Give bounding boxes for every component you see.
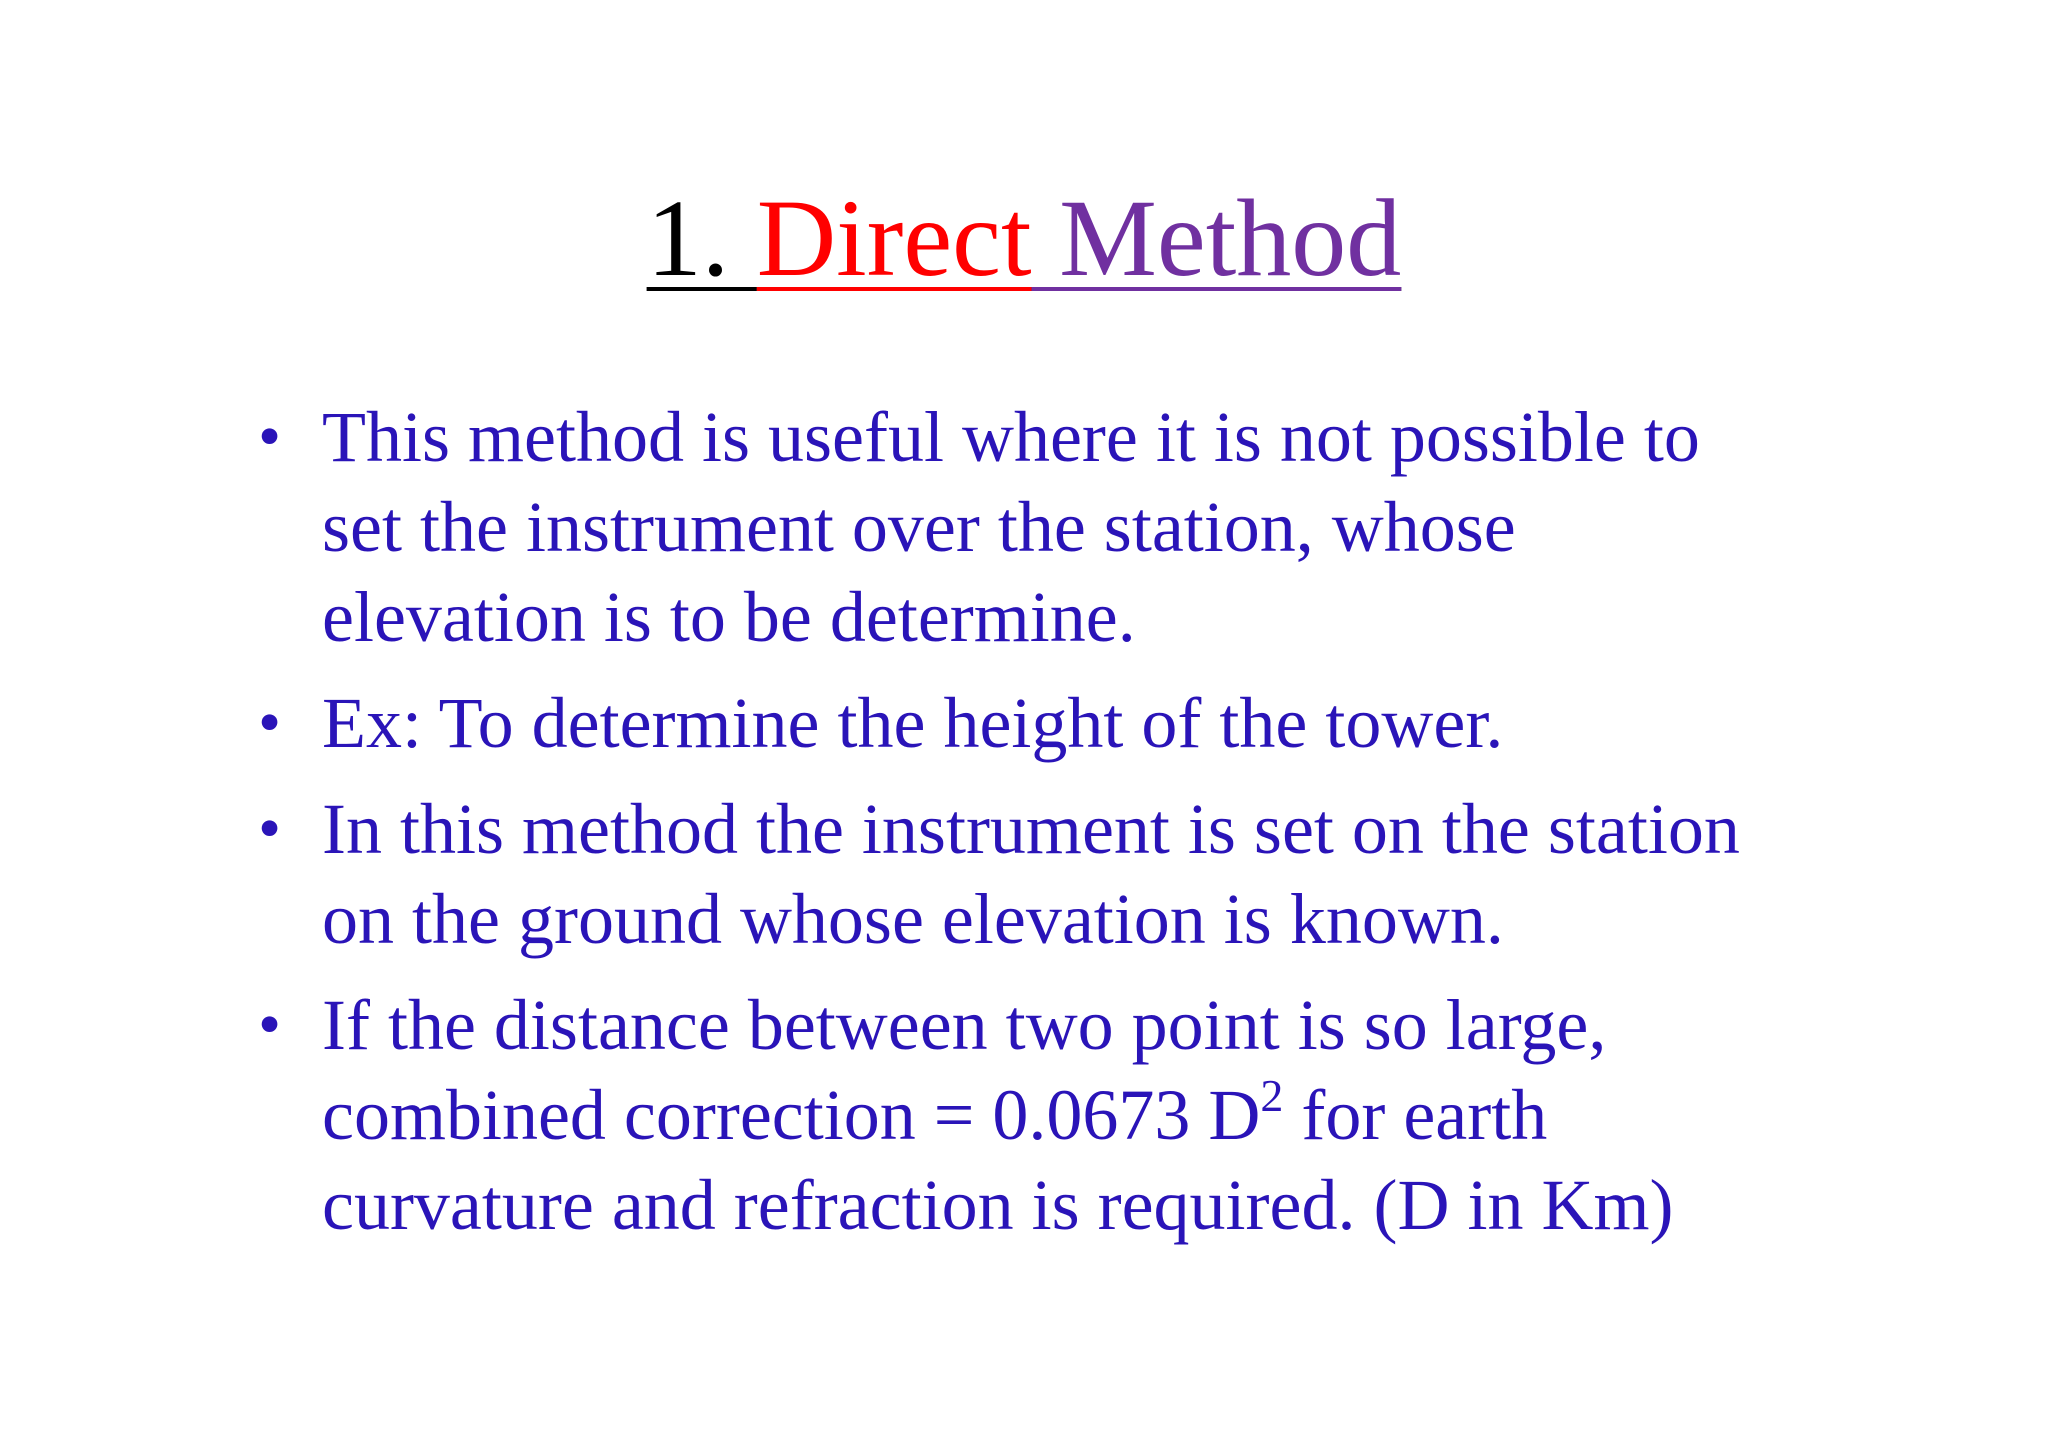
list-item — [250, 784, 1850, 964]
bullet-text-line: Ex: To determine the height of the tower. — [322, 683, 1504, 763]
bullet-text-line: elevation is to be determine. — [322, 577, 1136, 657]
formula-trailing-text: for earth — [1283, 1075, 1548, 1155]
formula-text: combined correction = 0.0673 D — [322, 1075, 1261, 1155]
bullet-text-line: In this method the instrument is set on the station — [322, 789, 1740, 869]
list-item — [250, 678, 1850, 768]
formula-exponent: 2 — [1260, 1070, 1284, 1121]
bullet-text-line: set the instrument over the station, whose — [322, 487, 1516, 567]
list-item — [250, 980, 1850, 1250]
title-number: 1. — [646, 177, 757, 299]
bullet-list — [250, 392, 1850, 1266]
page-title — [0, 178, 2048, 298]
bullet-icon: • — [258, 988, 282, 1061]
bullet-icon: • — [258, 400, 282, 473]
title-word-direct: Direct — [756, 177, 1032, 299]
bullet-text-line: If the distance between two point is so large, — [322, 985, 1607, 1065]
bullet-text-line: This method is useful where it is not possible to — [322, 397, 1700, 477]
bullet-icon: • — [258, 792, 282, 865]
list-item — [250, 392, 1850, 662]
bullet-text-line: on the ground whose elevation is known. — [322, 879, 1504, 959]
bullet-text-line-formula — [322, 1070, 1850, 1160]
bullet-text-line: curvature and refraction is required. (D in Km) — [322, 1165, 1674, 1245]
bullet-icon: • — [258, 686, 282, 759]
title-word-method: Method — [1031, 177, 1402, 299]
